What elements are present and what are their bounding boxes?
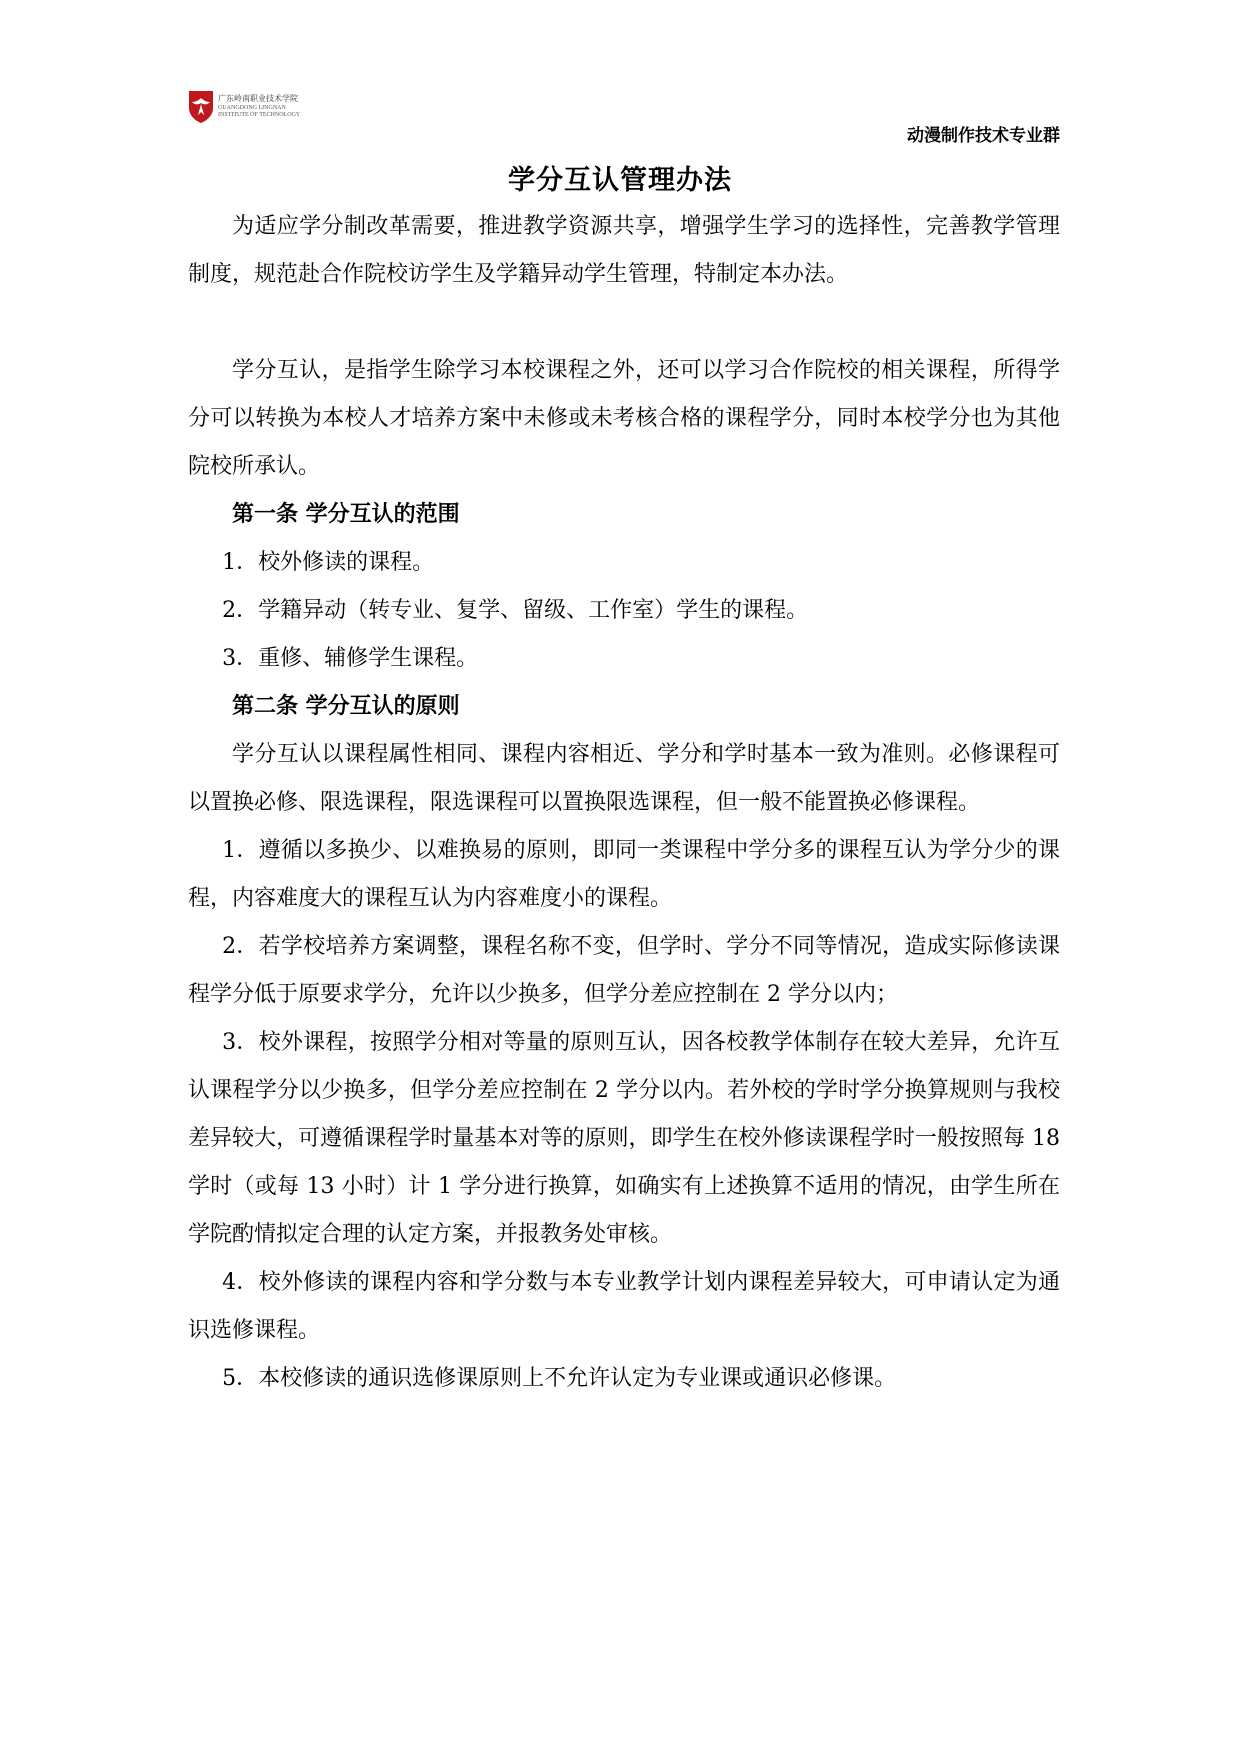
page-title: 学分互认管理办法 (508, 165, 732, 196)
definition-paragraph: 学分互认，是指学生除学习本校课程之外，还可以学习合作院校的相关课程，所得学分可以转换为本校人才培养方案中未修或未考核合格的课程学分，同时本校学分也为其他院校所承认。 (188, 358, 1060, 479)
article-2-heading: 第二条 学分互认的原则 (232, 694, 460, 719)
article-1-item: 3．重修、辅修学生课程。 (222, 646, 479, 671)
article-1-item: 1．校外修读的课程。 (222, 550, 435, 575)
article-1-item: 2．学籍异动（转专业、复学、留级、工作室）学生的课程。 (222, 598, 809, 623)
article-1-heading: 第一条 学分互认的范围 (232, 502, 460, 527)
logo-chinese-name: 广东岭南职业技术学院 (218, 94, 298, 103)
intro-paragraph: 为适应学分制改革需要，推进教学资源共享，增强学生学习的选择性，完善教学管理制度，规范赴合作院校访学生及学籍异动学生管理，特制定本办法。 (188, 214, 1060, 287)
school-logo (188, 90, 300, 124)
article-2-intro: 学分互认以课程属性相同、课程内容相近、学分和学时基本一致为准则。必修课程可以置换必修、限选课程，限选课程可以置换限选课程，但一般不能置换必修课程。 (188, 742, 1060, 815)
article-2-item: 3．校外课程，按照学分相对等量的原则互认，因各校教学体制存在较大差异，允许互认课程学分以少换多，但学分差应控制在 2 学分以内。若外校的学时学分换算规则与我校差异较大，可遵循课程学时量基本对等的原则，即学生在校外修读课程学时一般按照每 18学时（或每 13 小时）计 1 学分进行换算，如确实有上述换算不适用的情况，由学生所在学院酌情拟定合理的认定方案，并报教务处审核。 (188, 1030, 1060, 1247)
article-2-item: 4．校外修读的课程内容和学分数与本专业教学计划内课程差异较大，可申请认定为通识选修课程。 (188, 1270, 1060, 1343)
document-body (188, 203, 1060, 1403)
department-label: 动漫制作技术专业群 (907, 126, 1060, 146)
logo-english-name: GUANGDONG LINGNAN INSTITUTE OF TECHNOLOGY (218, 105, 301, 118)
article-2-item: 2．若学校培养方案调整，课程名称不变，但学时、学分不同等情况，造成实际修读课程学分低于原要求学分，允许以少换多，但学分差应控制在 2 学分以内； (188, 934, 1060, 1007)
article-2-item: 1．遵循以多换少、以难换易的原则，即同一类课程中学分多的课程互认为学分少的课程，内容难度大的课程互认为内容难度小的课程。 (188, 838, 1060, 911)
shield-emblem-icon (188, 90, 214, 124)
article-2-item: 5．本校修读的通识选修课原则上不允许认定为专业课或通识必修课。 (222, 1366, 897, 1391)
